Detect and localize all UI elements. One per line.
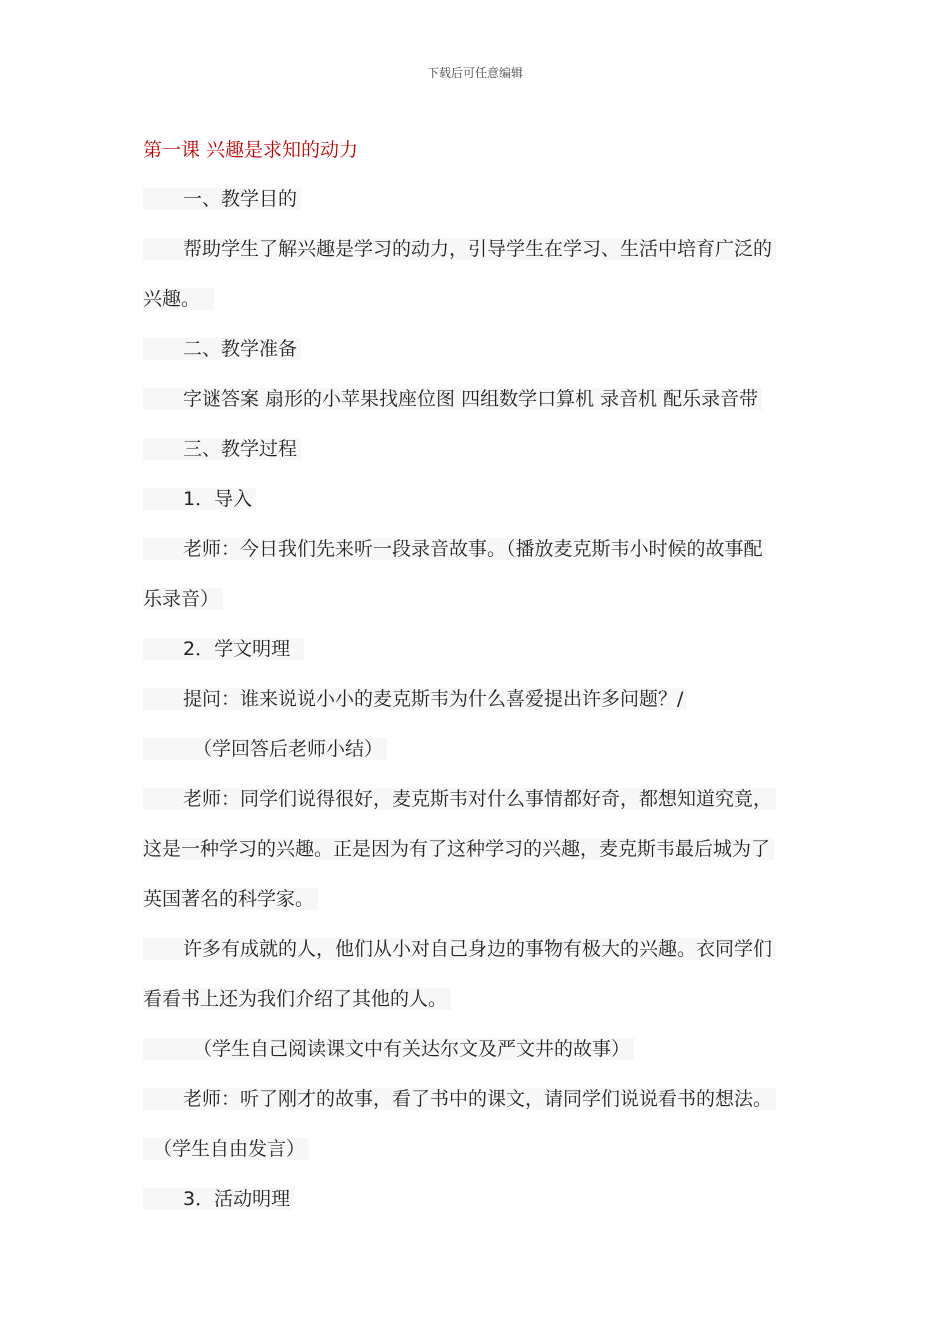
paragraph-line: 字谜答案 扇形的小苹果找座位图 四组数学口算机 录音机 配乐录音带 [143, 380, 811, 430]
section-heading: 一、教学目的 [143, 180, 811, 230]
subsection-heading: 3．活动明理 [143, 1180, 811, 1230]
paragraph-line: 许多有成就的人，他们从小对自己身边的事物有极大的兴趣。衣同学们 [143, 930, 811, 980]
paragraph-line: 提问：谁来说说小小的麦克斯韦为什么喜爱提出许多问题？/ [143, 680, 811, 730]
paragraph-line: 老师：今日我们先来听一段录音故事。（播放麦克斯韦小时候的故事配 [143, 530, 811, 580]
paragraph-line: 看看书上还为我们介绍了其他的人。 [143, 980, 811, 1030]
paragraph-line: （学生自己阅读课文中有关达尔文及严文井的故事） [143, 1030, 811, 1080]
paragraph-line: （学回答后老师小结） [143, 730, 811, 780]
subsection-heading: 1．导入 [143, 480, 811, 530]
paragraph-line: 老师：同学们说得很好，麦克斯韦对什么事情都好奇，都想知道究竟， [143, 780, 811, 830]
subsection-heading: 2．学文明理 [143, 630, 811, 680]
section-heading: 二、教学准备 [143, 330, 811, 380]
paragraph-line: （学生自由发言） [143, 1130, 811, 1180]
page-header: 下载后可任意编辑 [426, 66, 523, 80]
document-body [143, 180, 811, 1230]
paragraph-line: 这是一种学习的兴趣。正是因为有了这种学习的兴趣，麦克斯韦最后城为了 [143, 830, 811, 880]
paragraph-line: 英国著名的科学家。 [143, 880, 811, 930]
paragraph-line: 乐录音） [143, 580, 811, 630]
lesson-title: 第一课 兴趣是求知的动力 [143, 139, 359, 161]
paragraph-line: 老师：听了刚才的故事，看了书中的课文，请同学们说说看书的想法。 [143, 1080, 811, 1130]
section-heading: 三、教学过程 [143, 430, 811, 480]
paragraph-line: 帮助学生了解兴趣是学习的动力，引导学生在学习、生活中培育广泛的 [143, 230, 811, 280]
paragraph-line: 兴趣。 [143, 280, 811, 330]
